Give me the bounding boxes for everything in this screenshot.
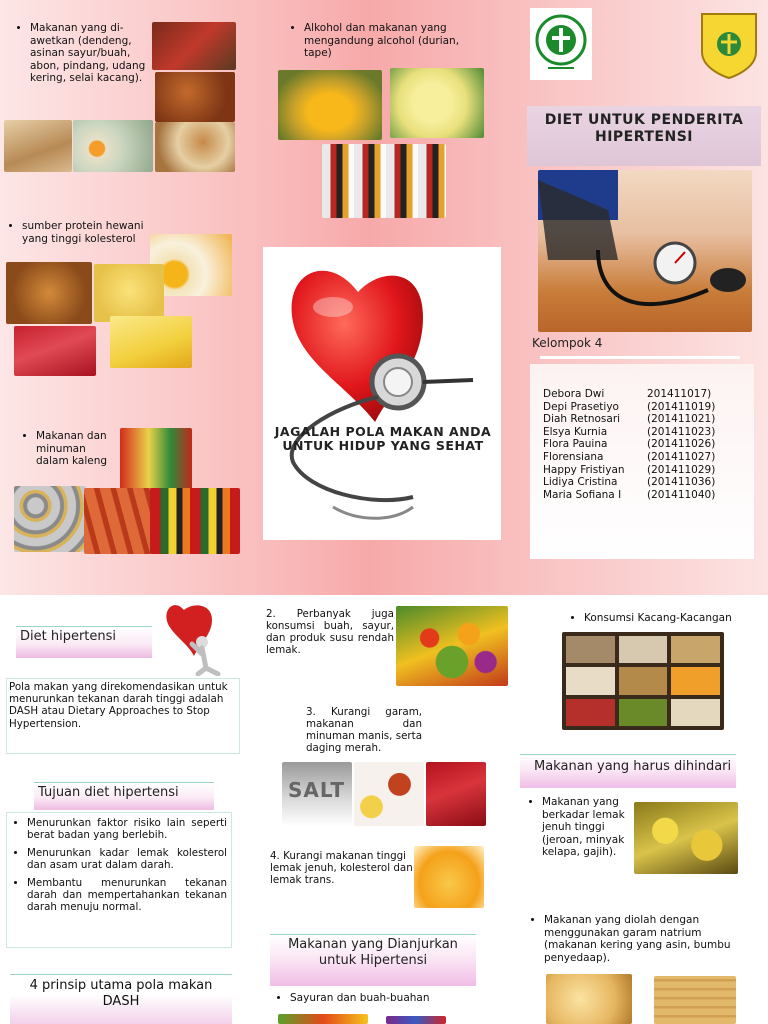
red-meat-photo — [14, 326, 96, 376]
member-name: Happy Fristiyan — [543, 463, 625, 476]
member-id: (201411036) — [647, 476, 716, 489]
animal-protein-item — [6, 220, 146, 249]
nuts-text: • Konsumsi Kacang-Kacangan — [584, 612, 748, 625]
liquor-bottles-photo — [322, 144, 446, 218]
member-name: Florensiana — [543, 450, 604, 463]
member-row — [543, 426, 715, 439]
dash-principles-heading — [10, 974, 232, 1024]
dried-fish-photo — [4, 120, 72, 172]
durian-photo — [278, 70, 382, 140]
group-label: Kelompok 4 — [532, 336, 603, 350]
crackers-photo — [546, 974, 632, 1024]
member-id: (201411029) — [647, 463, 716, 476]
tape-photo — [390, 68, 484, 138]
preserved-food-item — [14, 22, 149, 89]
principle-2: 2. Perbanyak juga konsumsi buah, sayur, dan produk susu rendah lemak. — [266, 608, 394, 656]
school-emblem-icon — [698, 8, 760, 80]
sausage-photo — [84, 488, 152, 554]
fried-chicken-photo — [6, 262, 92, 324]
member-row — [543, 476, 715, 489]
fatty-food-photo — [634, 802, 738, 874]
member-row — [543, 489, 715, 502]
member-id: (201411040) — [647, 488, 716, 501]
dash-principles-heading-text: 4 prinsip utama pola makan DASH — [29, 978, 213, 1009]
member-id: (201411027) — [647, 450, 716, 463]
member-row — [543, 413, 715, 426]
member-row — [543, 388, 715, 401]
recommended-heading — [270, 934, 476, 986]
member-name: Lidiya Cristina — [543, 476, 618, 489]
goal-1: • Menurunkan faktor risiko lain seperti berat badan yang berlebih. — [27, 817, 227, 841]
members-box — [530, 364, 754, 559]
member-row — [543, 401, 715, 414]
goals-heading — [34, 782, 214, 810]
member-id: (201411023) — [647, 425, 716, 438]
diet-hypertension-heading — [16, 626, 152, 658]
heart-card — [263, 247, 501, 540]
school-emblem-logo — [698, 8, 760, 80]
salt-photo — [282, 762, 352, 826]
nuts-photo — [562, 632, 724, 730]
biscuits-photo — [654, 976, 736, 1024]
animal-protein-text: • sumber protein hewani yang tinggi kolesterol — [22, 220, 146, 245]
butter-photo — [94, 264, 164, 322]
brochure-title: DIET UNTUK PENDERITA HIPERTENSI — [527, 106, 761, 166]
alcohol-text: • Alkohol dan makanan yang mengandung alcohol (durian, tape) — [304, 22, 463, 60]
salt-label: SALT — [288, 778, 345, 802]
oil-photo — [414, 846, 484, 908]
dendeng-photo — [152, 22, 236, 70]
goals-heading-text: Tujuan diet hipertensi — [38, 785, 179, 800]
avoid-item-2 — [528, 914, 756, 968]
canned-food-text: • Makanan dan minuman dalam kaleng — [36, 430, 120, 468]
red-meat-cubes-photo — [426, 762, 486, 826]
avoid-item-2-text: • Makanan yang diolah dengan menggunakan garam natrium (makanan kering yang asin, bumbu penyedaap). — [544, 914, 756, 964]
lifting-person-photo — [162, 598, 234, 676]
heart-lifting-icon — [162, 598, 234, 676]
member-name: Flora Pauina — [543, 438, 608, 451]
cheese-photo — [110, 316, 192, 368]
canned-food-item — [20, 430, 120, 472]
salted-egg-photo — [73, 120, 153, 172]
heart-stethoscope-icon — [263, 247, 501, 540]
goal-3: • Membantu menurunkan tekanan darah dan mempertahankan tekanan darah menuju normal. — [27, 877, 227, 913]
member-id: (201411026) — [647, 438, 716, 451]
recommended-item — [274, 992, 474, 1009]
member-name: Maria Sofiana I — [543, 488, 622, 501]
diet-definition-box — [6, 678, 240, 754]
principle-4: 4. Kurangi makanan tinggi lemak jenuh, kolesterol dan lemak trans. — [270, 850, 413, 886]
member-row — [543, 438, 715, 451]
member-id: (201411021) — [647, 413, 716, 426]
avoid-item-1 — [526, 796, 630, 863]
bakti-husada-logo — [530, 8, 592, 80]
soft-drinks-photo — [150, 488, 240, 554]
canned-sardine-photo — [120, 428, 192, 494]
blood-pressure-photo — [538, 170, 752, 332]
sweet-drink-photo — [354, 762, 424, 826]
goals-box — [6, 812, 232, 948]
member-name: Diah Retnosari — [543, 413, 621, 426]
recommended-item-text: • Sayuran dan buah-buahan — [290, 992, 474, 1005]
fruits-vegetables-photo — [396, 606, 508, 686]
member-id: (201411019) — [647, 400, 716, 413]
alcohol-item — [288, 22, 463, 64]
slogan-text: JAGALAH POLA MAKAN ANDA UNTUK HIDUP YANG SEHAT — [274, 424, 492, 453]
member-row — [543, 464, 715, 477]
avoid-item-1-text: • Makanan yang berkadar lemak jenuh tinggi (jeroan, minyak kelapa, gajih). — [542, 796, 630, 859]
recommended-heading-text: Makanan yang Dianjurkan untuk Hipertensi — [288, 937, 458, 968]
avoid-heading — [520, 754, 736, 788]
member-name: Depi Prasetiyo — [543, 400, 619, 413]
principle-3: 3. Kurangi garam, makanan dan minuman manis, serta daging merah. — [306, 706, 423, 754]
member-name: Debora Dwi — [543, 388, 605, 400]
goal-2: • Menurunkan kadar lemak kolesterol dan asam urat dalam darah. — [27, 847, 227, 871]
members-list — [543, 388, 715, 501]
abon-photo — [155, 72, 235, 122]
group-divider — [540, 356, 740, 359]
vegetables-photo — [278, 1014, 368, 1024]
avoid-heading-text: Makanan yang harus dihindari — [534, 759, 732, 774]
member-name: Elsya Kurnia — [543, 425, 608, 438]
sphygmomanometer-icon — [538, 170, 752, 332]
peanut-butter-photo — [155, 122, 235, 172]
member-id: 201411017) — [647, 388, 712, 400]
cans-photo — [14, 486, 86, 552]
berries-photo — [386, 1016, 446, 1024]
diet-definition-text: Pola makan yang direkomendasikan untuk menurunkan tekanan darah tinggi adalah DASH atau Dietary Approaches to Stop Hypertension. — [9, 681, 228, 730]
diet-hypertension-heading-text: Diet hipertensi — [20, 629, 117, 644]
bakti-husada-logo-icon — [530, 8, 592, 80]
nuts-item — [568, 612, 748, 629]
preserved-food-text: • Makanan yang di-awetkan (dendeng, asinan sayur/buah, abon, pindang, udang kering, selai kacang). — [30, 22, 149, 85]
member-row — [543, 451, 715, 464]
